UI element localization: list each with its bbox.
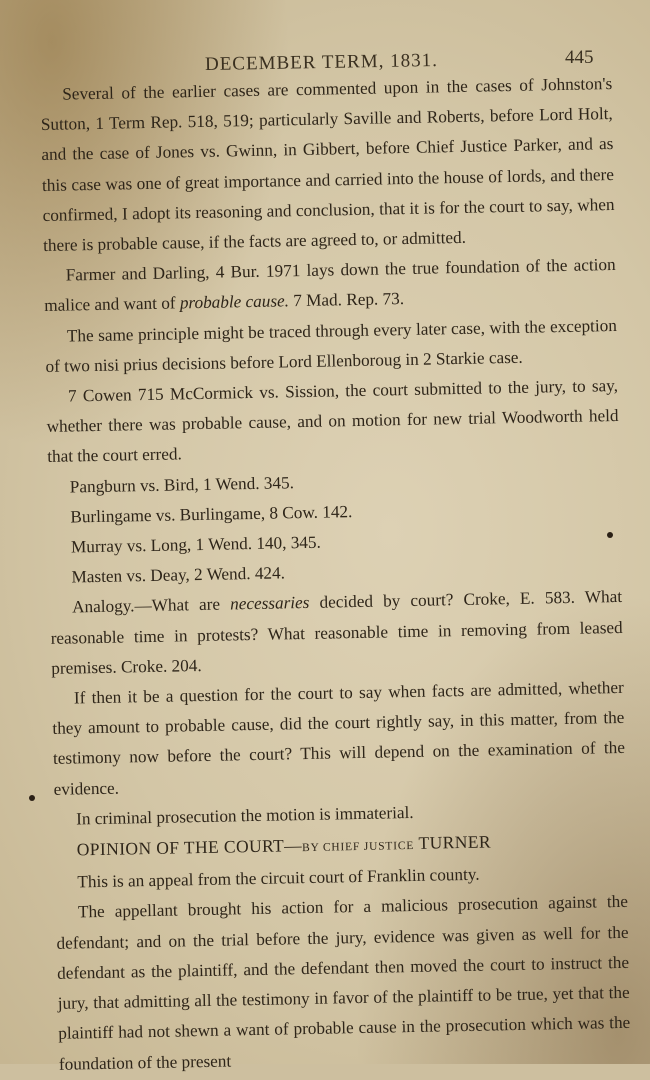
emphasis-necessaries: necessaries [229, 593, 310, 614]
ink-spot [29, 795, 35, 801]
body-text [40, 69, 631, 1079]
emphasis-probable-cause: probable cause. [179, 291, 290, 313]
opinion-heading-by: BY CHIEF JUSTICE [301, 840, 415, 855]
citation-burlingame: Burlingame vs. Burlingame, 8 Cow. 142. [70, 501, 353, 527]
running-head: DECEMBER TERM, 1831. [204, 49, 439, 76]
citation-masten: Masten vs. Deay, 2 Wend. 424. [71, 563, 286, 587]
paragraph-question-for-court: If then it be a question for the court to say when facts are admitted, whether they amount to probable cause, did the court rightly say, in this matter, from the testimony now before the court? This will depend on the examination of the evidence. [52, 677, 626, 799]
citation-murray: Murray vs. Long, 1 Wend. 140, 345. [70, 532, 321, 557]
ink-spot [607, 532, 613, 538]
paragraph-criminal-prosecution: In criminal prosecution the motion is immaterial. [76, 802, 414, 829]
citation-pangburn: Pangburn vs. Bird, 1 Wend. 345. [69, 472, 295, 497]
paragraph-earlier-cases: Several of the earlier cases are commented upon in the cases of Johnston's Sutton, 1 Term Rep. 518, 519; particularly Saville and Roberts, before Lord Holt, and the case of Jones vs. Gwinn, in Gibbert, before Chief Justice Parker, and as this case was one of great importance and carried into the house of lords, and there confirmed, I adopt its reasoning and conclusion, that it is for the court to say, when there is probable cause, if the facts are agreed to, or admitted. [40, 74, 615, 255]
paragraph-appeal: This is an appeal from the circuit court of Franklin county. [77, 864, 480, 892]
opinion-heading: OPINION OF THE COURT—BY CHIEF JUSTICE TURNER [76, 831, 492, 860]
paragraph-analogy: Analogy.—What are necessaries decided by court? Croke, E. 583. What reasonable time in protests? What reasonable time in removing from leased premises. Croke. 204. [50, 587, 623, 678]
paragraph-appellant-action: The appellant brought his action for a malicious prosecution against the defendant; and on the trial before the jury, evidence was given as well for the defendant as the plaintiff, and the defendant then moved the court to instruct the jury, that admitting all the testimony in favor of the plaintiff to be true, yet that the plaintiff had not shewn a want of probable cause in the prosecution which was the foundation of the present [56, 892, 631, 1074]
page-number: 445 [565, 47, 594, 68]
paragraph-same-principle: The same principle might be traced through every later case, with the exception of two nisi prius decisions before Lord Ellenboroug in 2 Starkie case. [45, 315, 617, 376]
paragraph-farmer-darling: Farmer and Darling, 4 Bur. 1971 lays down the true foundation of the action malice and want of probable cause. 7 Mad. Rep. 73. [44, 255, 616, 316]
paragraph-cowen-citation: 7 Cowen 715 McCormick vs. Sission, the court submitted to the jury, to say, whether there was probable cause, and on motion for new trial Woodworth held that the court erred. [46, 375, 619, 467]
